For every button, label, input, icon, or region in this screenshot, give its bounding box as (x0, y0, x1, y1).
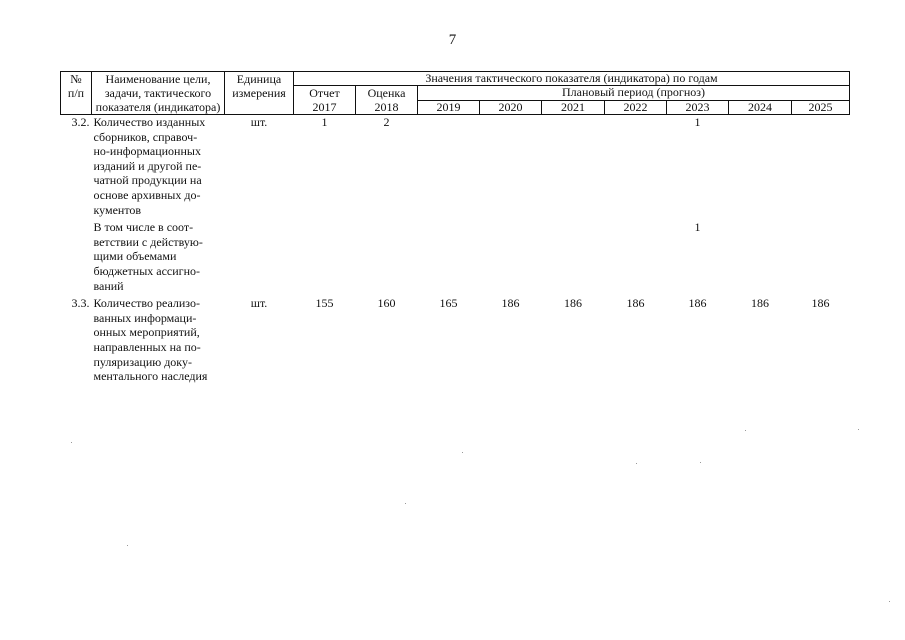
header-year-2021: 2021 (542, 100, 605, 115)
header-name-line1: Наименование цели, (105, 72, 211, 86)
subvalue-2024 (729, 217, 792, 293)
value-2017: 155 (315, 296, 334, 311)
value-2020: 186 (501, 296, 520, 311)
subvalue-2025 (792, 217, 850, 293)
value-2017: 1 (321, 115, 328, 129)
row-name-line: сборников, справоч- (93, 129, 198, 144)
header-number-line1: № (70, 72, 82, 86)
header-name-line2: задачи, тактического (104, 86, 212, 100)
value-2021 (542, 115, 605, 218)
subrow-number-empty (61, 217, 92, 293)
row-name-line: направленных на по- (93, 339, 201, 354)
subvalue-2019 (418, 217, 480, 293)
subrow-name-line: ваний (93, 278, 124, 293)
value-2021: 186 (564, 296, 582, 311)
header-unit-line1: Единица (236, 72, 282, 86)
header-plan-group: Плановый период (прогноз) (418, 86, 850, 101)
row-name (92, 115, 225, 218)
subvalue-2021 (542, 217, 605, 293)
scan-speck (405, 503, 406, 504)
value-2019 (418, 115, 480, 218)
value-2023: 186 (688, 296, 707, 311)
header-estimate (356, 86, 418, 115)
header-year-2019: 2019 (418, 100, 480, 115)
value-2018: 160 (377, 296, 396, 311)
row-name-line: ванных информаци- (93, 310, 197, 325)
header-year-2024: 2024 (729, 100, 792, 115)
header-name-line3: показателя (индикатора) (95, 100, 221, 114)
row-name-line: пуляризацию доку- (93, 354, 192, 369)
scan-speck (745, 430, 746, 431)
header-name (92, 72, 225, 115)
header-values-group: Значения тактического показателя (индикатора) по годам (294, 72, 850, 86)
value-2019: 165 (439, 296, 458, 311)
subrow-name-line: В том числе в соот- (93, 220, 194, 235)
table-header (61, 72, 850, 115)
header-year-2025: 2025 (792, 100, 850, 115)
subrow-unit-empty (225, 217, 294, 293)
subvalue-2022 (605, 217, 667, 293)
subrow-name-line: ветствии с действую- (93, 234, 203, 249)
header-number (61, 72, 92, 115)
value-2020 (480, 115, 542, 218)
scan-speck (889, 601, 890, 602)
header-estimate-year: 2018 (374, 100, 399, 114)
header-report-label: Отчет (309, 86, 340, 100)
scan-speck (462, 452, 463, 453)
scan-speck (636, 463, 637, 464)
scan-speck (700, 462, 701, 463)
subvalue-2020 (480, 217, 542, 293)
header-unit-line2: измерения (232, 86, 286, 100)
subrow-name-line: бюджетных ассигно- (93, 263, 200, 278)
scan-speck (127, 545, 128, 546)
header-estimate-label: Оценка (367, 86, 406, 100)
row-name-line: но-информационных (93, 144, 201, 159)
header-report-year: 2017 (312, 100, 337, 114)
value-2018: 2 (383, 115, 390, 129)
subvalue-2018 (356, 217, 418, 293)
value-2025: 186 (811, 296, 830, 311)
row-name-line: Количество изданных (93, 115, 206, 129)
row-name-line: кументов (93, 202, 142, 217)
row-name-line: изданий и другой пе- (93, 158, 202, 173)
table-row (61, 115, 850, 218)
page-number: 7 (448, 32, 457, 48)
subvalue-2017 (294, 217, 356, 293)
subrow-name-line: щими объемами (93, 249, 177, 264)
value-2025 (792, 115, 850, 218)
header-report (294, 86, 356, 115)
value-2022: 186 (626, 296, 645, 311)
row-name-line: ментального наследия (93, 369, 208, 384)
value-2024: 186 (751, 296, 769, 311)
row-number: 3.2. (71, 115, 90, 129)
row-unit: шт. (250, 296, 268, 311)
scan-speck (858, 429, 859, 430)
row-unit: шт. (250, 115, 268, 129)
subrow-name (92, 217, 225, 293)
table-row (61, 293, 850, 384)
header-number-line2: п/п (67, 86, 85, 100)
value-2023: 1 (694, 115, 701, 129)
row-name-line: Количество реализо- (93, 296, 200, 311)
row-name-line: основе архивных до- (93, 187, 201, 202)
header-year-2020: 2020 (480, 100, 542, 115)
row-name-line: чатной продукции на (93, 173, 202, 188)
row-number: 3.3. (71, 296, 90, 311)
table-subrow (61, 217, 850, 293)
header-year-2023: 2023 (667, 100, 729, 115)
value-2022 (605, 115, 667, 218)
value-2024 (729, 115, 792, 218)
header-year-2022: 2022 (605, 100, 667, 115)
header-unit (225, 72, 294, 115)
row-name-line: онных мероприятий, (93, 325, 200, 340)
subvalue-2023: 1 (694, 220, 701, 235)
row-name (92, 293, 225, 384)
indicators-table (60, 71, 850, 384)
scan-speck (71, 442, 72, 443)
